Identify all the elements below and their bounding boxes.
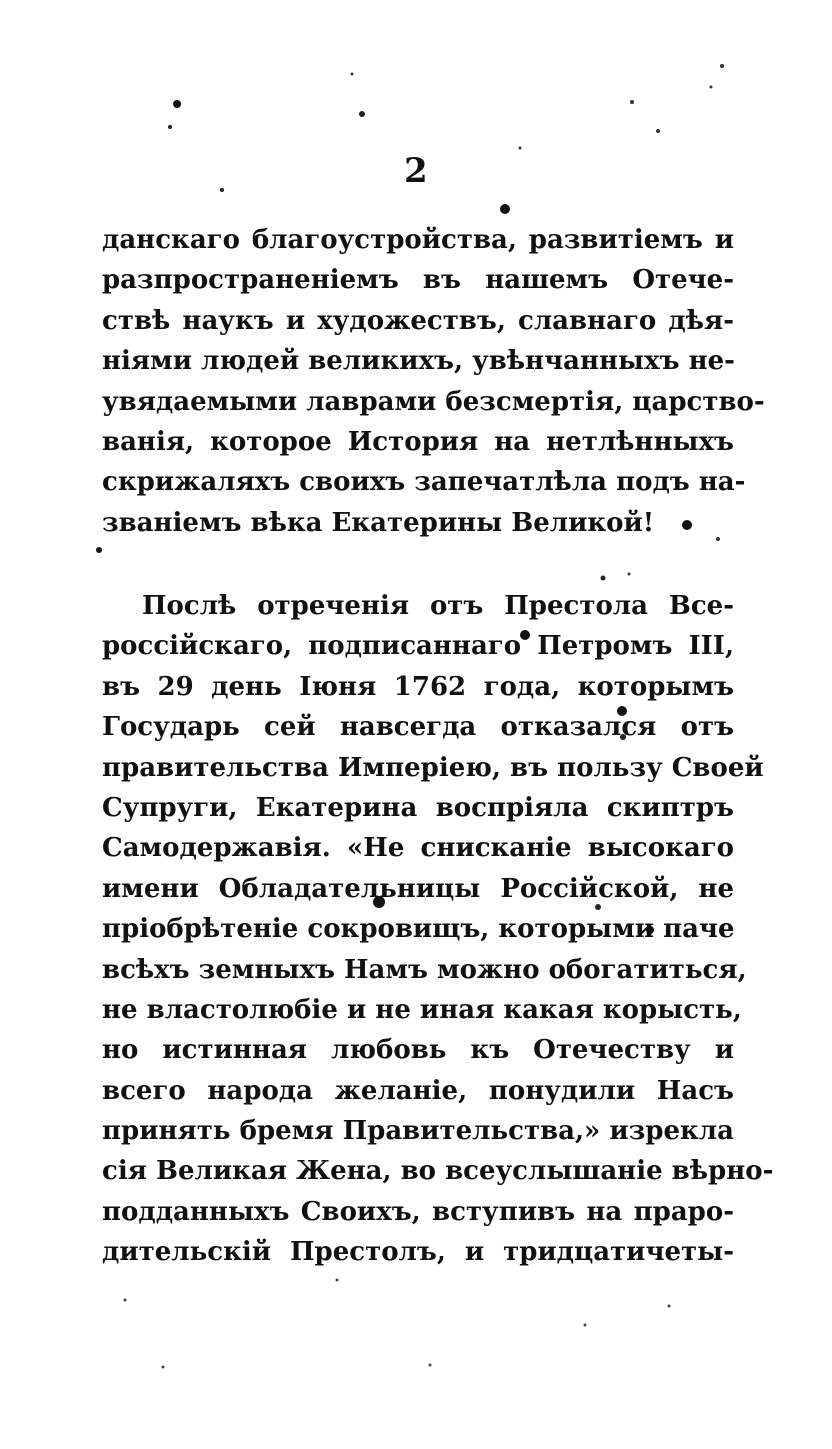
text-line: дительскій Престолъ, и тридцатичеты- [102, 1237, 734, 1268]
page-number: 2 [404, 151, 428, 191]
paragraph-main [102, 586, 774, 1273]
text-line: принять бремя Правительства,» изрекла [102, 1116, 734, 1147]
text-line: пріобрѣтеніе сокровищъ, которыми паче [102, 914, 735, 945]
text-line: россійскаго, подписаннаго Петромъ III, [102, 631, 734, 662]
text-line: ствѣ наукъ и художествъ, славнаго дѣя- [102, 305, 734, 336]
text-line: но истинная любовь къ Отечеству и [102, 1035, 734, 1066]
text-line: подданныхъ Своихъ, вступивъ на праро- [102, 1196, 734, 1227]
text-line: данскаго благоустройства, развитіемъ и [102, 225, 734, 255]
text-line: сія Великая Жена, во всеуслышаніе вѣрно- [102, 1156, 774, 1187]
text-line: ніями людей великихъ, увѣнчанныхъ не- [102, 346, 735, 377]
paragraph-continued [102, 220, 765, 543]
text-line: не властолюбіе и не иная какая корысть, [102, 994, 742, 1025]
text-line: разпространеніемъ въ нашемъ Отече- [102, 265, 734, 296]
text-line: увядаемыми лаврами безсмертія, царство- [102, 386, 765, 417]
text-line: всѣхъ земныхъ Намъ можно обогатиться, [102, 954, 747, 985]
text-line: Государь сей навсегда отказался отъ [102, 712, 734, 743]
text-line: Самодержавія. «Не снисканіе высокаго [102, 833, 734, 864]
text-line: званіемъ вѣка Екатерины Великой! [102, 507, 655, 538]
text-line: ванія, которое История на нетлѣнныхъ [102, 426, 734, 457]
text-line: правительства Имперіею, въ пользу Своей [102, 752, 764, 783]
text-line: Послѣ отреченія отъ Престола Все- [142, 591, 734, 621]
text-line: всего народа желаніе, понудили Насъ [102, 1075, 734, 1106]
text-line: скрижаляхъ своихъ запечатлѣла подъ на- [102, 467, 746, 498]
text-line: имени Обладательницы Россійской, не [102, 873, 734, 904]
text-line: въ 29 день Іюня 1762 года, которымъ [102, 671, 734, 702]
text-line: Супруги, Екатерина воспріяла скиптръ [102, 792, 734, 823]
